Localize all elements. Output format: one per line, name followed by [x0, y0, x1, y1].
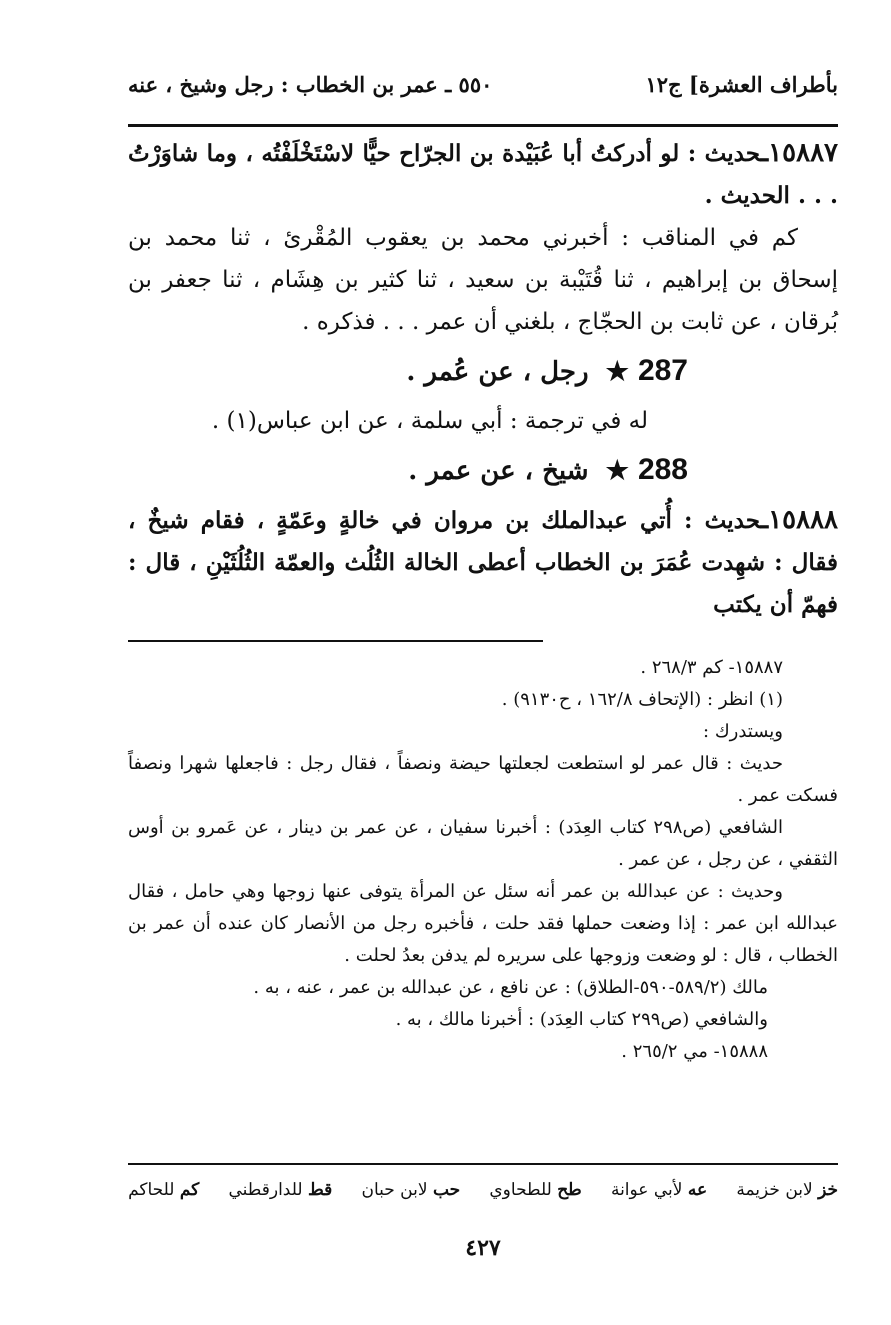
abbreviation-item: قط للدارقطني [228, 1180, 333, 1200]
header-volume: بأطراف العشرة] ج١٢ [645, 72, 838, 97]
hadith-text: حديث : لو أدركتُ أبا عُبَيْدة بن الجرّاح حيًّا لاسْتَخْلَفْتُه ، وما شاوَرْتُ . . . الحديث . [128, 140, 838, 209]
footnote-line: مالك (٥٨٩/٢-٥٩٠-الطلاق) : عن نافع ، عن عبدالله بن عمر ، عنه ، به . [253, 977, 768, 998]
running-header [128, 72, 838, 106]
abbreviations-key [128, 1180, 838, 1200]
hadith-number: ١٥٨٨٧ـ [760, 138, 838, 168]
footnote-rule [128, 640, 543, 642]
abbreviation-item: كم للحاكم [128, 1180, 200, 1200]
header-section: ٥٥٠ ـ عمر بن الخطاب : رجل وشيخ ، عنه [128, 72, 493, 97]
header-rule [128, 124, 838, 127]
footnotes [128, 652, 838, 1068]
footnote-paragraph: وحديث : عن عبدالله بن عمر أنه سئل عن المرأة يتوفى عنها زوجها وهي حامل ، فقال عبدالله ابن عمر : إذا وضعت حملها فقد حلت ، فأخبره رجل من الأنصار كان عنده أن عمر بن الخطاب ، قال : لو وضعت وزوجها على سريره لم يدفن بعدُ لحلت . [128, 881, 838, 966]
footnote-line: ويستدرك : [703, 721, 783, 742]
star-icon: ★ [605, 456, 629, 486]
entry-number: 287 [637, 354, 688, 387]
star-icon: ★ [605, 357, 629, 387]
footnote-line: ١٥٨٨٨- مي ٢٦٥/٢ . [621, 1041, 768, 1062]
hadith-source: كم في المناقب : أخبرني محمد بن يعقوب المُقْرئ ، ثنا محمد بن إسحاق بن إبراهيم ، ثنا قُتَيْبة بن سعيد ، ثنا كثير بن هِشَام ، ثنا جعفر بن بُرقان ، عن ثابت بن الحجّاج ، بلغني أن عمر . . . فذكره . [128, 225, 838, 335]
abbreviation-item: طح للطحاوي [489, 1180, 582, 1200]
entry-text: رجل ، عن عُمر . [406, 357, 589, 387]
abbreviation-item: عه لأبي عوانة [610, 1180, 708, 1200]
footnote-line: (١) انظر : (الإتحاف ١٦٢/٨ ، ح٩١٣٠) . [501, 689, 783, 710]
hadith-number: ١٥٨٨٨ـ [760, 505, 838, 535]
entry-text: شيخ ، عن عمر . [408, 456, 589, 486]
hadith-text: حديث : أُتي عبدالملك بن مروان في خالةٍ وعَمّةٍ ، فقام شيخٌ ، فقال : شهِدت عُمَرَ بن الخطاب أعطى الخالة الثُلُث والعمّة الثُلُثَيْنِ ، قال : فهمّ أن يكتب [128, 507, 838, 618]
entry-287 [128, 343, 838, 400]
document-page [128, 0, 838, 1325]
entry-287-note: له في ترجمة : أبي سلمة ، عن ابن عباس(١) . [211, 408, 648, 434]
abbreviation-item: حب لابن حبان [361, 1180, 461, 1200]
footnote-paragraph: الشافعي (ص٢٩٨ كتاب العِدَد) : أخبرنا سفيان ، عن عمر بن دينار ، عن عَمرو بن أوس الثقفي ، عن رجل ، عن عمر . [128, 817, 838, 870]
abbreviation-item: خز لابن خزيمة [736, 1180, 838, 1200]
main-text [128, 132, 838, 626]
footnote-line: ١٥٨٨٧- كم ٢٦٨/٣ . [640, 657, 783, 678]
hadith-15888 [128, 499, 838, 626]
abbreviations-rule [128, 1163, 838, 1165]
page-number: ٤٢٧ [465, 1235, 501, 1261]
hadith-15887 [128, 132, 838, 217]
entry-288 [128, 442, 838, 499]
entry-number: 288 [637, 453, 688, 486]
footnote-paragraph: حديث : قال عمر لو استطعت لجعلتها حيضة ونصفاً ، فقال رجل : فاجعلها شهرا ونصفاً فسكت عمر . [128, 753, 838, 806]
footnote-line: والشافعي (ص٢٩٩ كتاب العِدَد) : أخبرنا مالك ، به . [395, 1009, 768, 1030]
